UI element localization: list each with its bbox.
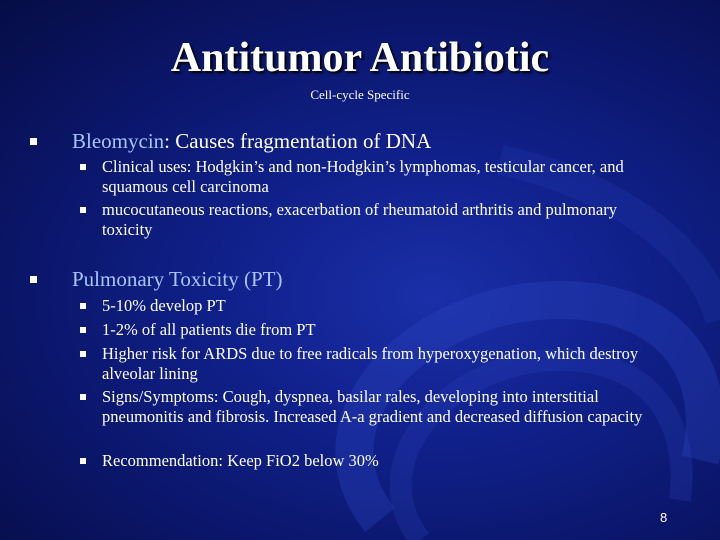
square-bullet-icon [80, 327, 86, 333]
square-bullet-icon [80, 458, 86, 464]
heading-keyword: Pulmonary Toxicity (PT) [72, 267, 283, 291]
list-item-text: 1-2% of all patients die from PT [102, 320, 316, 339]
list-item-text: 5-10% develop PT [102, 296, 226, 315]
square-bullet-icon [30, 276, 37, 283]
square-bullet-icon [80, 207, 86, 213]
list-item-text: Higher risk for ARDS due to free radicals from hyperoxygenation, which destroy alveolar lining [102, 344, 639, 383]
list-item-text: Recommendation: Keep FiO2 below 30% [102, 451, 379, 470]
square-bullet-icon [80, 351, 86, 357]
list-item-text: mucocutaneous reactions, exacerbation of rheumatoid arthritis and pulmonary toxicity [102, 200, 617, 239]
section-heading [72, 267, 282, 291]
list-item-text: Clinical uses: Hodgkin’s and non-Hodgkin’s lymphomas, testicular cancer, and squamous cell carcinoma [102, 157, 624, 196]
square-bullet-icon [80, 164, 86, 170]
slide-title: Antitumor Antibiotic [170, 35, 550, 81]
square-bullet-icon [80, 394, 86, 400]
heading-keyword: Bleomycin [72, 129, 165, 153]
square-bullet-icon [80, 303, 86, 309]
page-number: 8 [660, 510, 668, 525]
list-item-text: Signs/Symptoms: Cough, dyspnea, basilar rales, developing into interstitial pneumonitis and fibrosis. Increased A-a gradient and decreased diffusion capacity [102, 387, 643, 426]
square-bullet-icon [30, 138, 37, 145]
slide-subtitle: Cell-cycle Specific [310, 87, 410, 102]
section-heading [72, 129, 431, 153]
heading-rest: : Causes fragmentation of DNA [164, 129, 432, 153]
